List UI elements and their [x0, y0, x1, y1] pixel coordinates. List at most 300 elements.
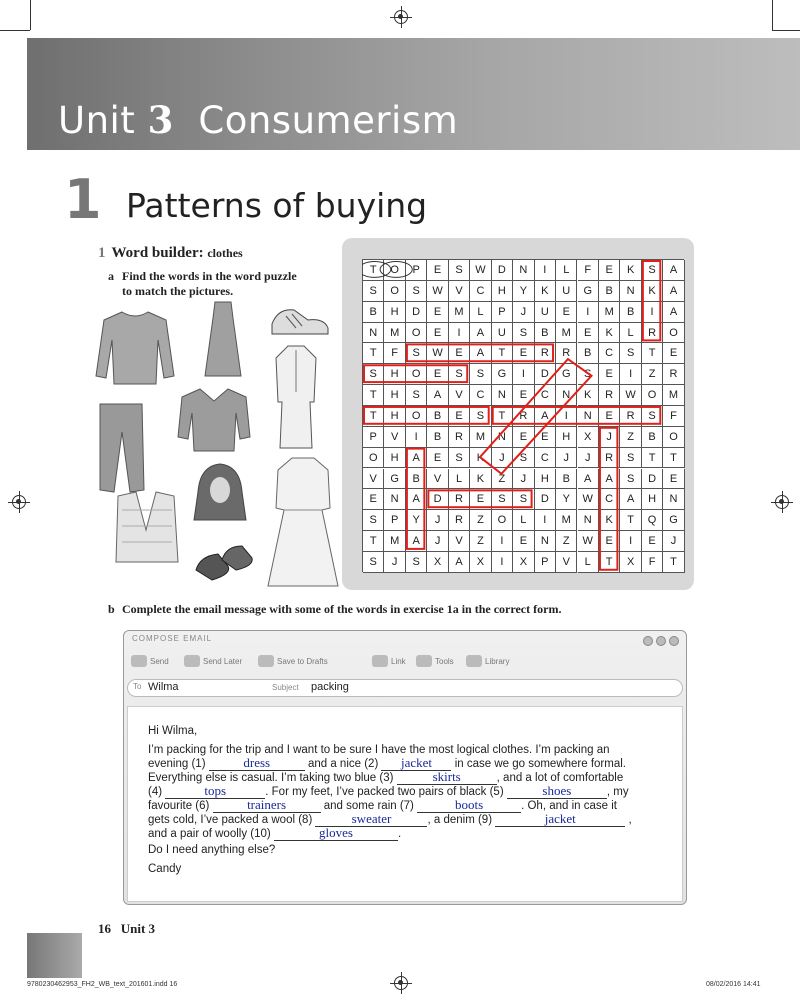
puzzle-cell[interactable]: I	[578, 302, 599, 323]
puzzle-cell[interactable]: O	[663, 427, 684, 448]
tools-button[interactable]	[416, 655, 454, 667]
puzzle-cell[interactable]: H	[556, 427, 577, 448]
puzzle-cell[interactable]: A	[663, 260, 684, 281]
puzzle-cell[interactable]: A	[406, 531, 427, 552]
puzzle-cell[interactable]: T	[363, 343, 384, 364]
puzzle-cell[interactable]: T	[363, 385, 384, 406]
puzzle-cell[interactable]: O	[406, 406, 427, 427]
puzzle-cell[interactable]: Z	[642, 364, 663, 385]
puzzle-cell[interactable]: G	[556, 364, 577, 385]
puzzle-cell[interactable]: E	[427, 364, 448, 385]
minimize-icon[interactable]	[643, 636, 653, 646]
puzzle-cell[interactable]: A	[663, 281, 684, 302]
puzzle-cell[interactable]: X	[513, 552, 534, 573]
puzzle-cell[interactable]: K	[642, 281, 663, 302]
crop-mark	[772, 30, 800, 31]
puzzle-cell[interactable]: K	[599, 323, 620, 344]
answer-blank	[507, 783, 607, 799]
puzzle-cell[interactable]: P	[535, 552, 556, 573]
puzzle-cell[interactable]: S	[449, 448, 470, 469]
puzzle-cell[interactable]: W	[427, 343, 448, 364]
puzzle-cell[interactable]: J	[427, 531, 448, 552]
puzzle-cell[interactable]: G	[492, 364, 513, 385]
body-text: (4)	[148, 786, 163, 798]
puzzle-cell[interactable]: E	[556, 302, 577, 323]
body-text: ,	[628, 814, 632, 826]
puzzle-cell[interactable]: E	[427, 260, 448, 281]
puzzle-cell[interactable]: O	[406, 323, 427, 344]
puzzle-cell[interactable]: E	[427, 448, 448, 469]
puzzle-cell[interactable]: M	[449, 302, 470, 323]
puzzle-cell[interactable]: G	[384, 469, 405, 490]
puzzle-cell[interactable]: D	[535, 489, 556, 510]
save-drafts-button[interactable]	[258, 655, 328, 667]
puzzle-cell[interactable]: N	[663, 489, 684, 510]
puzzle-cell[interactable]: B	[363, 302, 384, 323]
exercise-title: Word builder:	[111, 245, 204, 261]
puzzle-cell[interactable]: E	[513, 385, 534, 406]
puzzle-cell[interactable]: Z	[470, 531, 491, 552]
puzzle-cell[interactable]: C	[535, 385, 556, 406]
body-text: and some rain (7)	[323, 800, 414, 812]
body-text: . Oh, and in case it	[521, 800, 617, 812]
puzzle-cell[interactable]: S	[406, 281, 427, 302]
puzzle-cell[interactable]: C	[535, 448, 556, 469]
puzzle-cell[interactable]: H	[642, 489, 663, 510]
puzzle-cell[interactable]: S	[642, 406, 663, 427]
puzzle-cell[interactable]: X	[620, 552, 641, 573]
puzzle-cell[interactable]: B	[427, 406, 448, 427]
puzzle-cell[interactable]: E	[449, 406, 470, 427]
body-text: in case we go somewhere formal.	[454, 758, 626, 770]
puzzle-cell[interactable]: R	[620, 406, 641, 427]
puzzle-cell[interactable]: K	[470, 469, 491, 490]
puzzle-cell[interactable]: K	[535, 281, 556, 302]
body-text: .	[397, 828, 402, 840]
puzzle-cell[interactable]: R	[449, 489, 470, 510]
puzzle-cell[interactable]: B	[535, 323, 556, 344]
puzzle-cell[interactable]: L	[578, 552, 599, 573]
puzzle-cell[interactable]: R	[449, 427, 470, 448]
puzzle-cell[interactable]: E	[449, 343, 470, 364]
puzzle-cell[interactable]: S	[470, 364, 491, 385]
puzzle-cell[interactable]: B	[620, 302, 641, 323]
body-text: , and a lot of comfortable	[496, 772, 624, 784]
puzzle-cell[interactable]: J	[384, 552, 405, 573]
send-later-button[interactable]	[184, 655, 242, 667]
puzzle-cell[interactable]: A	[535, 406, 556, 427]
puzzle-cell[interactable]: T	[492, 343, 513, 364]
puzzle-cell[interactable]: C	[599, 489, 620, 510]
puzzle-cell[interactable]: I	[642, 302, 663, 323]
puzzle-cell[interactable]: T	[642, 343, 663, 364]
puzzle-cell[interactable]: K	[470, 448, 491, 469]
puzzle-cell[interactable]: S	[470, 406, 491, 427]
puzzle-cell[interactable]: B	[642, 427, 663, 448]
puzzle-cell[interactable]: S	[642, 260, 663, 281]
puzzle-cell[interactable]: L	[556, 260, 577, 281]
puzzle-cell[interactable]: B	[556, 469, 577, 490]
puzzle-cell[interactable]: B	[406, 469, 427, 490]
puzzle-cell[interactable]: N	[363, 323, 384, 344]
puzzle-cell[interactable]: F	[642, 552, 663, 573]
puzzle-cell[interactable]: J	[663, 531, 684, 552]
body-line	[148, 811, 632, 827]
puzzle-cell[interactable]: W	[578, 531, 599, 552]
puzzle-cell[interactable]: E	[513, 343, 534, 364]
puzzle-cell[interactable]: H	[535, 469, 556, 490]
puzzle-cell[interactable]: R	[556, 343, 577, 364]
puzzle-cell[interactable]: V	[556, 552, 577, 573]
puzzle-cell[interactable]: O	[406, 364, 427, 385]
puzzle-cell[interactable]: S	[492, 489, 513, 510]
exercise-heading	[98, 245, 243, 262]
puzzle-cell[interactable]: E	[578, 323, 599, 344]
puzzle-cell[interactable]: M	[470, 427, 491, 448]
puzzle-cell[interactable]: V	[384, 427, 405, 448]
puzzle-cell[interactable]: T	[620, 510, 641, 531]
puzzle-cell[interactable]: N	[492, 427, 513, 448]
exercise-number: 1	[98, 245, 106, 261]
to-field[interactable]: Wilma	[148, 681, 179, 693]
answer-blank	[274, 825, 398, 841]
trousers-picture	[96, 402, 146, 494]
body-text: , my	[606, 786, 629, 798]
instruction-letter: b	[108, 602, 115, 616]
puzzle-cell[interactable]: Y	[513, 281, 534, 302]
puzzle-cell[interactable]: I	[535, 260, 556, 281]
puzzle-cell[interactable]: J	[578, 448, 599, 469]
puzzle-cell[interactable]: O	[363, 448, 384, 469]
puzzle-cell[interactable]: W	[578, 489, 599, 510]
puzzle-cell[interactable]: P	[363, 427, 384, 448]
puzzle-cell[interactable]: W	[470, 260, 491, 281]
puzzle-cell[interactable]: Z	[556, 531, 577, 552]
subject-label: Subject	[272, 683, 299, 692]
puzzle-cell[interactable]: T	[642, 448, 663, 469]
puzzle-cell[interactable]: E	[427, 323, 448, 344]
puzzle-cell[interactable]: S	[620, 469, 641, 490]
answer-blank	[213, 797, 321, 813]
puzzle-cell[interactable]: P	[384, 510, 405, 531]
answer-text: dress	[243, 755, 271, 770]
puzzle-cell[interactable]: U	[492, 323, 513, 344]
puzzle-cell[interactable]: N	[578, 406, 599, 427]
puzzle-cell[interactable]: H	[492, 281, 513, 302]
puzzle-cell[interactable]: S	[449, 260, 470, 281]
puzzle-cell[interactable]: T	[599, 552, 620, 573]
puzzle-cell[interactable]: R	[642, 323, 663, 344]
puzzle-cell[interactable]: K	[599, 510, 620, 531]
puzzle-cell[interactable]: C	[599, 343, 620, 364]
puzzle-cell[interactable]: P	[406, 260, 427, 281]
puzzle-cell[interactable]: E	[513, 427, 534, 448]
puzzle-cell[interactable]: N	[620, 281, 641, 302]
puzzle-cell[interactable]: G	[578, 281, 599, 302]
address-bar	[127, 679, 683, 697]
puzzle-cell[interactable]: O	[663, 323, 684, 344]
puzzle-cell[interactable]: H	[384, 385, 405, 406]
puzzle-cell[interactable]: I	[535, 510, 556, 531]
shoes-picture	[192, 540, 256, 586]
puzzle-cell[interactable]: V	[363, 469, 384, 490]
puzzle-cell[interactable]: E	[642, 531, 663, 552]
puzzle-cell[interactable]: J	[427, 510, 448, 531]
puzzle-cell[interactable]: J	[513, 469, 534, 490]
puzzle-cell[interactable]: N	[535, 531, 556, 552]
maximize-icon[interactable]	[656, 636, 666, 646]
puzzle-cell[interactable]: M	[384, 531, 405, 552]
puzzle-cell[interactable]: L	[620, 323, 641, 344]
puzzle-cell[interactable]: E	[599, 364, 620, 385]
toolbar-label: Link	[391, 656, 406, 666]
puzzle-cell[interactable]: C	[470, 385, 491, 406]
send-button[interactable]	[131, 655, 169, 667]
puzzle-cell[interactable]: U	[556, 281, 577, 302]
puzzle-cell[interactable]: L	[449, 469, 470, 490]
body-line	[148, 783, 629, 799]
puzzle-cell[interactable]: E	[663, 343, 684, 364]
puzzle-cell[interactable]: S	[578, 364, 599, 385]
puzzle-cell[interactable]: R	[535, 343, 556, 364]
registration-mark-icon	[775, 495, 789, 509]
puzzle-cell[interactable]: M	[599, 302, 620, 323]
puzzle-cell[interactable]: I	[406, 427, 427, 448]
puzzle-cell[interactable]: N	[556, 385, 577, 406]
puzzle-cell[interactable]: W	[620, 385, 641, 406]
puzzle-cell[interactable]: O	[384, 260, 405, 281]
puzzle-cell[interactable]: E	[535, 427, 556, 448]
puzzle-cell[interactable]: J	[492, 448, 513, 469]
puzzle-cell[interactable]: J	[513, 302, 534, 323]
answer-text: jacket	[544, 811, 576, 826]
puzzle-cell[interactable]: B	[578, 343, 599, 364]
puzzle-cell[interactable]: W	[427, 281, 448, 302]
puzzle-cell[interactable]: C	[470, 281, 491, 302]
puzzle-cell[interactable]: E	[599, 406, 620, 427]
puzzle-cell[interactable]: X	[578, 427, 599, 448]
send-icon	[131, 655, 147, 667]
puzzle-cell[interactable]: E	[513, 531, 534, 552]
instruction-letter: a	[108, 269, 114, 283]
unit-name: Consumerism	[198, 99, 459, 142]
answer-text: jacket	[400, 755, 432, 770]
puzzle-cell[interactable]: R	[663, 364, 684, 385]
puzzle-cell[interactable]: T	[663, 448, 684, 469]
puzzle-cell[interactable]: V	[449, 531, 470, 552]
puzzle-cell[interactable]: E	[427, 302, 448, 323]
puzzle-cell[interactable]: N	[384, 489, 405, 510]
puzzle-cell[interactable]: A	[578, 469, 599, 490]
dress-picture	[203, 300, 243, 378]
unit-prefix: Unit	[58, 99, 136, 142]
puzzle-cell[interactable]: I	[492, 531, 513, 552]
puzzle-cell[interactable]: D	[492, 260, 513, 281]
puzzle-cell[interactable]: F	[663, 406, 684, 427]
puzzle-cell[interactable]: A	[449, 552, 470, 573]
puzzle-cell[interactable]: I	[449, 323, 470, 344]
toolbar-label: Tools	[435, 656, 454, 666]
body-text: and a pair of woolly (10)	[148, 828, 271, 840]
puzzle-cell[interactable]: D	[427, 489, 448, 510]
waistcoat-picture	[112, 490, 182, 566]
puzzle-cell[interactable]: S	[363, 281, 384, 302]
long-dress-picture	[262, 454, 344, 590]
puzzle-cell[interactable]: M	[663, 385, 684, 406]
puzzle-cell[interactable]: P	[492, 302, 513, 323]
signature: Candy	[148, 863, 182, 875]
puzzle-cell[interactable]: S	[513, 323, 534, 344]
subject-field[interactable]: packing	[311, 681, 349, 693]
link-button[interactable]	[372, 655, 406, 667]
puzzle-cell[interactable]: O	[384, 281, 405, 302]
body-text: and a nice (2)	[307, 758, 379, 770]
puzzle-cell[interactable]: A	[427, 385, 448, 406]
puzzle-cell[interactable]: J	[556, 448, 577, 469]
puzzle-cell[interactable]: H	[384, 302, 405, 323]
puzzle-cell[interactable]: S	[406, 343, 427, 364]
puzzle-cell[interactable]: S	[513, 448, 534, 469]
puzzle-cell[interactable]: A	[470, 343, 491, 364]
instruction-text: to match the pictures.	[122, 284, 234, 298]
puzzle-cell[interactable]: S	[620, 448, 641, 469]
page-number: 16	[98, 921, 111, 936]
registration-mark-icon	[394, 10, 408, 24]
puzzle-cell[interactable]: K	[578, 385, 599, 406]
puzzle-cell[interactable]: F	[384, 343, 405, 364]
page-footer	[98, 921, 155, 937]
answer-text: trainers	[247, 797, 287, 812]
crop-mark	[30, 0, 31, 30]
puzzle-cell[interactable]: L	[470, 302, 491, 323]
puzzle-cell[interactable]: T	[492, 406, 513, 427]
puzzle-cell[interactable]: H	[384, 364, 405, 385]
puzzle-cell[interactable]: S	[620, 343, 641, 364]
puzzle-cell[interactable]: K	[620, 260, 641, 281]
answer-blank	[397, 769, 497, 785]
puzzle-cell[interactable]: D	[406, 302, 427, 323]
crop-mark	[0, 30, 30, 31]
puzzle-cell[interactable]: A	[620, 489, 641, 510]
puzzle-cell[interactable]: R	[599, 385, 620, 406]
instruction-text: Complete the email message with some of the words in exercise 1a in the correct form.	[122, 602, 562, 616]
window-title: COMPOSE EMAIL	[132, 634, 213, 643]
puzzle-cell[interactable]: V	[449, 281, 470, 302]
puzzle-cell[interactable]: S	[513, 489, 534, 510]
puzzle-cell[interactable]: U	[535, 302, 556, 323]
registration-mark-icon	[394, 976, 408, 990]
puzzle-cell[interactable]: I	[556, 406, 577, 427]
answer-text: sweater	[351, 811, 392, 826]
save-icon	[258, 655, 274, 667]
puzzle-cell[interactable]: X	[427, 552, 448, 573]
puzzle-cell[interactable]: E	[599, 531, 620, 552]
puzzle-cell[interactable]: A	[663, 302, 684, 323]
puzzle-cell[interactable]: G	[663, 510, 684, 531]
puzzle-cell[interactable]: D	[535, 364, 556, 385]
puzzle-cell[interactable]: E	[599, 260, 620, 281]
close-icon[interactable]	[669, 636, 679, 646]
puzzle-cell[interactable]: E	[470, 489, 491, 510]
puzzle-cell[interactable]: Y	[406, 510, 427, 531]
puzzle-cell[interactable]: B	[427, 427, 448, 448]
puzzle-cell[interactable]: N	[513, 260, 534, 281]
answer-blank	[495, 811, 625, 827]
puzzle-cell[interactable]: Q	[642, 510, 663, 531]
answer-text: tops	[204, 783, 227, 798]
link-icon	[372, 655, 388, 667]
puzzle-cell[interactable]: E	[363, 489, 384, 510]
puzzle-cell[interactable]: M	[384, 323, 405, 344]
puzzle-cell[interactable]: T	[663, 552, 684, 573]
puzzle-cell[interactable]: A	[470, 323, 491, 344]
unit-number: 3	[147, 98, 174, 142]
puzzle-cell[interactable]: R	[449, 510, 470, 531]
puzzle-cell[interactable]: V	[427, 469, 448, 490]
puzzle-cell[interactable]: A	[406, 448, 427, 469]
puzzle-cell[interactable]: V	[449, 385, 470, 406]
greeting: Hi Wilma,	[148, 725, 198, 737]
puzzle-cell[interactable]: I	[620, 364, 641, 385]
trainers-picture	[268, 302, 332, 338]
puzzle-cell[interactable]: L	[513, 510, 534, 531]
puzzle-cell[interactable]: B	[599, 281, 620, 302]
puzzle-cell[interactable]: H	[384, 406, 405, 427]
puzzle-cell[interactable]: S	[363, 552, 384, 573]
library-button[interactable]	[466, 655, 509, 667]
puzzle-cell[interactable]: S	[363, 364, 384, 385]
puzzle-cell[interactable]: I	[620, 531, 641, 552]
puzzle-cell[interactable]: N	[578, 510, 599, 531]
puzzle-cell[interactable]: S	[363, 510, 384, 531]
tools-icon	[416, 655, 432, 667]
puzzle-cell[interactable]: D	[642, 469, 663, 490]
puzzle-cell[interactable]: Y	[556, 489, 577, 510]
puzzle-cell[interactable]: H	[384, 448, 405, 469]
puzzle-cell[interactable]: M	[556, 510, 577, 531]
puzzle-cell[interactable]: R	[513, 406, 534, 427]
puzzle-cell[interactable]: J	[599, 427, 620, 448]
puzzle-cell[interactable]: O	[492, 510, 513, 531]
print-slug: 9780230462953_FH2_WB_text_201601.indd 16	[27, 981, 178, 988]
puzzle-cell[interactable]: Z	[620, 427, 641, 448]
puzzle-cell[interactable]: N	[492, 385, 513, 406]
puzzle-cell[interactable]: T	[363, 406, 384, 427]
puzzle-cell[interactable]: Z	[470, 510, 491, 531]
puzzle-cell[interactable]: X	[470, 552, 491, 573]
puzzle-cell[interactable]: F	[578, 260, 599, 281]
puzzle-cell[interactable]: T	[363, 531, 384, 552]
puzzle-cell[interactable]: M	[556, 323, 577, 344]
puzzle-cell[interactable]: O	[642, 385, 663, 406]
body-text: evening (1)	[148, 758, 206, 770]
puzzle-cell[interactable]: S	[406, 552, 427, 573]
puzzle-cell[interactable]: I	[492, 552, 513, 573]
puzzle-cell[interactable]: Z	[492, 469, 513, 490]
puzzle-cell[interactable]: R	[599, 448, 620, 469]
puzzle-cell[interactable]: I	[513, 364, 534, 385]
answer-blank	[417, 797, 521, 813]
puzzle-cell[interactable]: A	[599, 469, 620, 490]
puzzle-cell[interactable]: E	[663, 469, 684, 490]
body-line	[148, 755, 626, 771]
body-line	[148, 825, 402, 841]
puzzle-cell[interactable]: T	[363, 260, 384, 281]
exercise-subtitle: clothes	[207, 246, 243, 260]
puzzle-cell[interactable]: S	[449, 364, 470, 385]
puzzle-cell[interactable]: A	[406, 489, 427, 510]
puzzle-cell[interactable]: S	[406, 385, 427, 406]
